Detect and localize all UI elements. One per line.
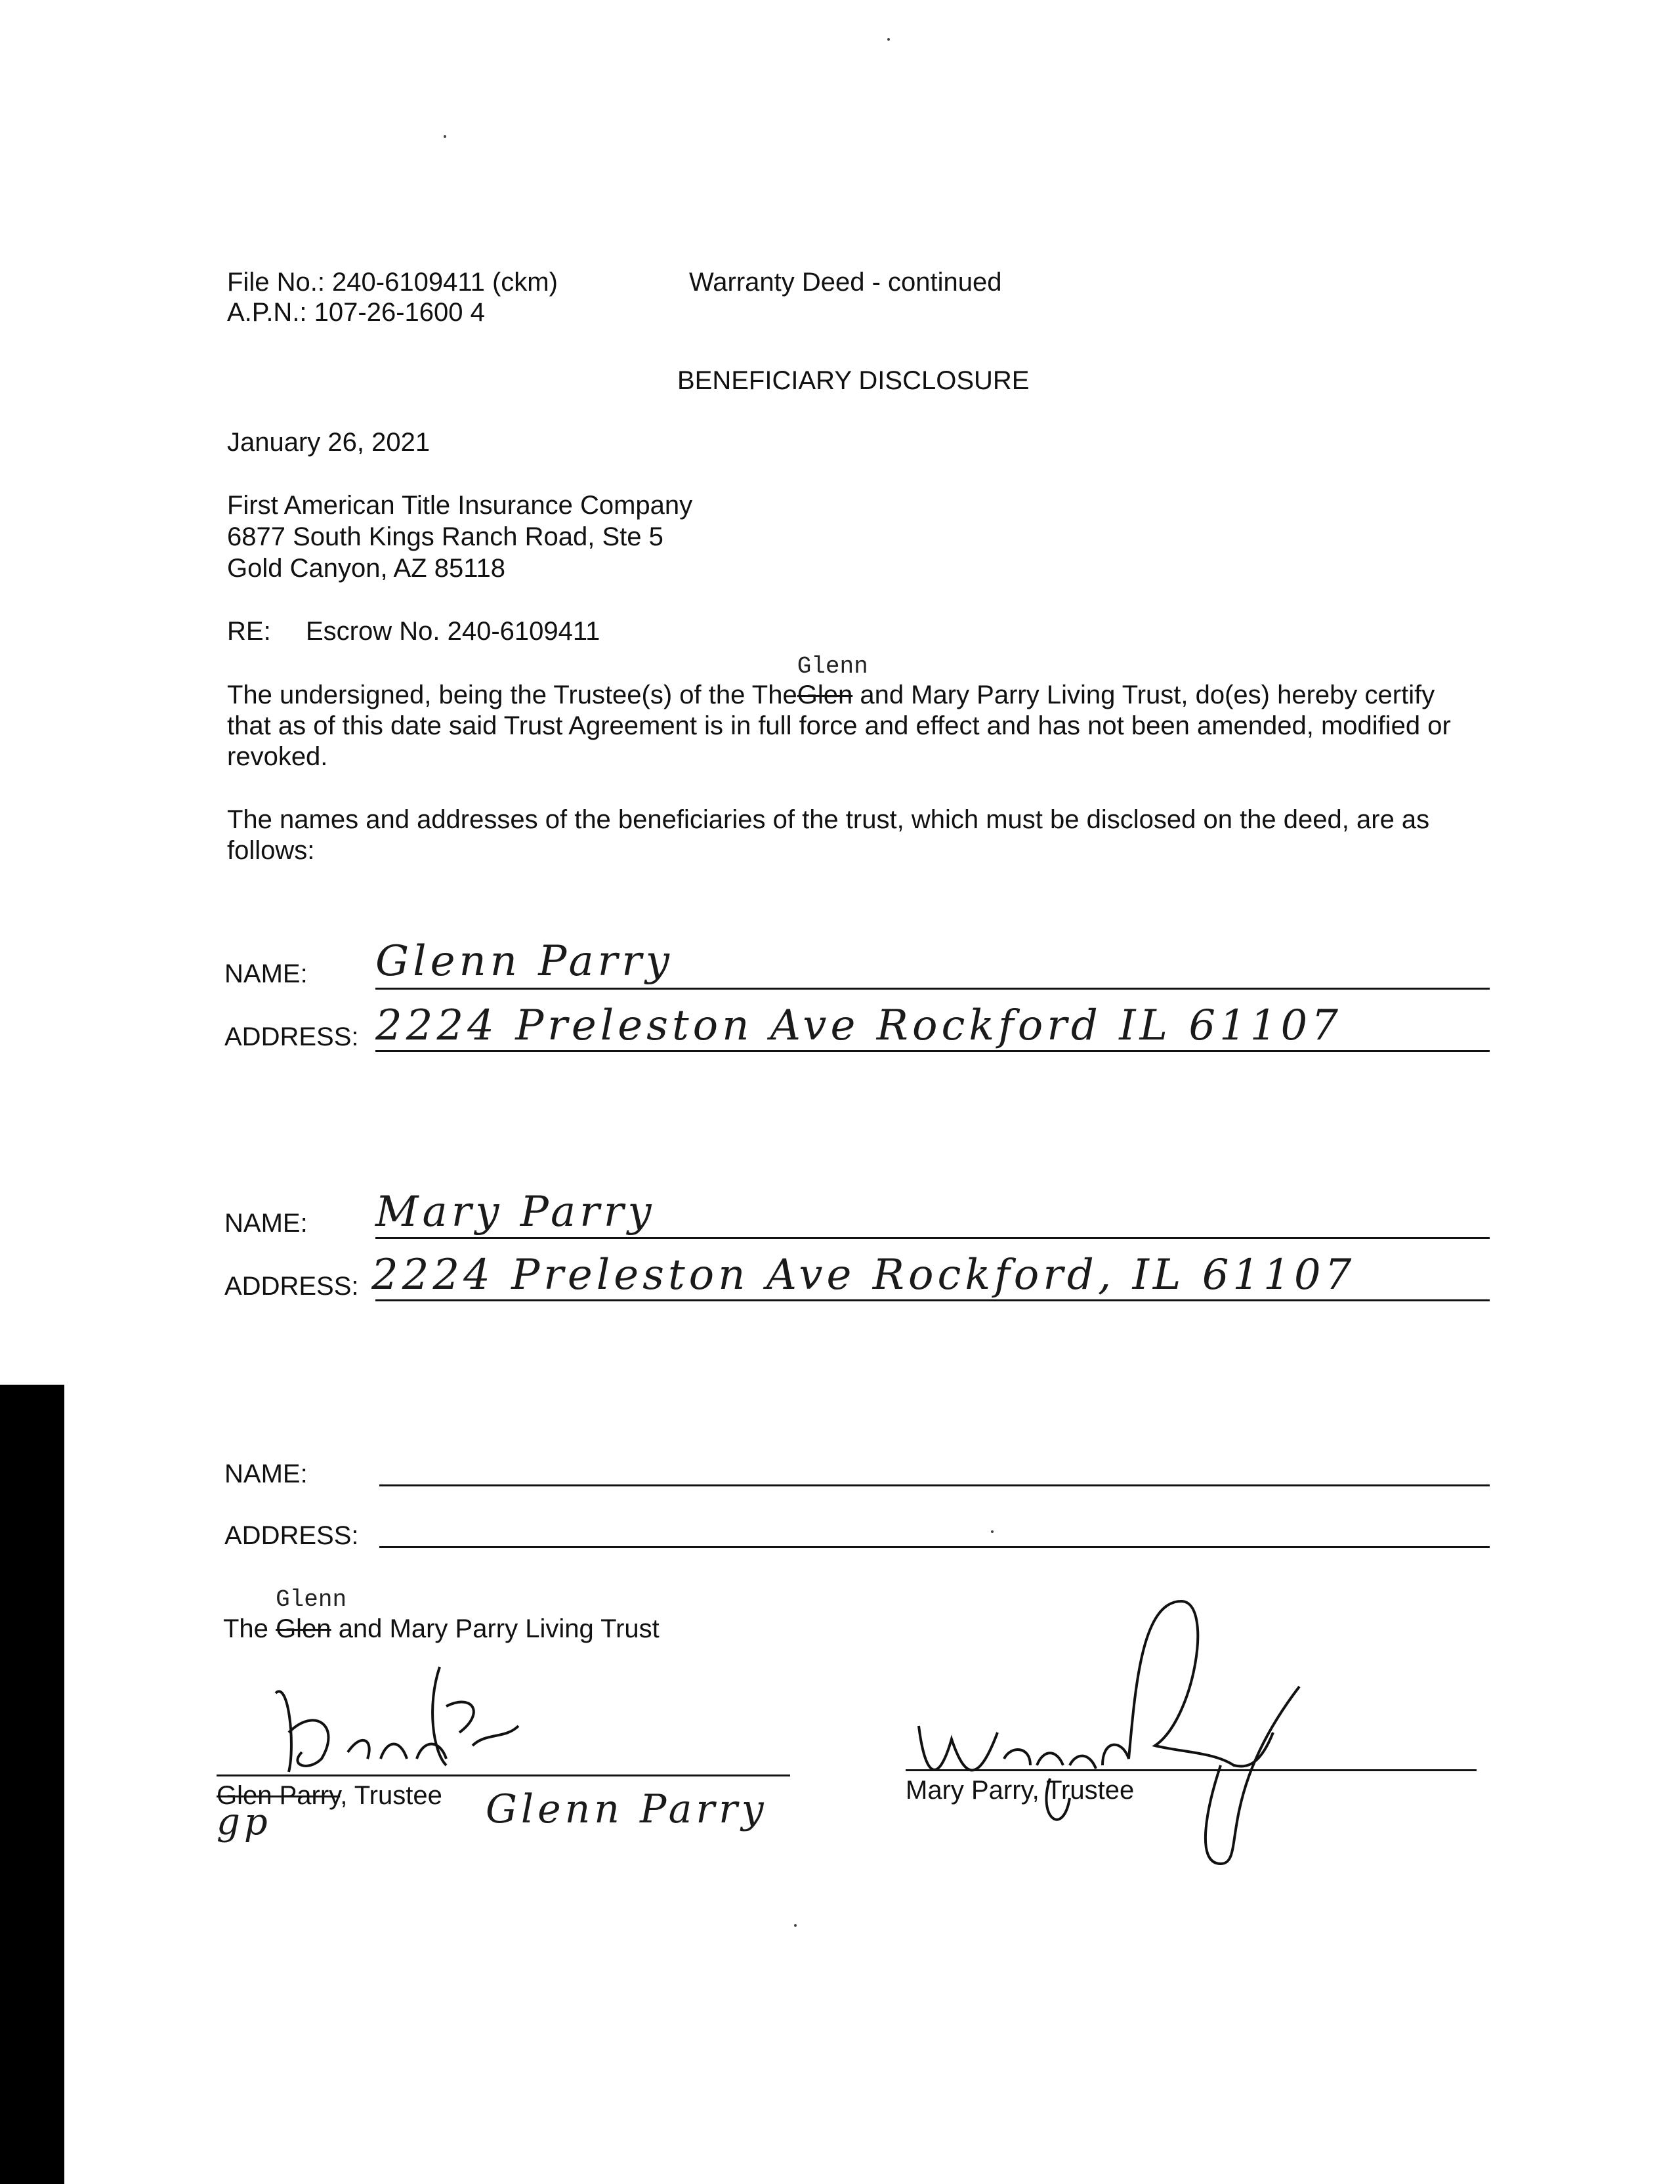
disclosure-intro: The names and addresses of the beneficiaries of the trust, which must be disclosed on the deed, are as follows: bbox=[227, 805, 1430, 865]
scan-edge-artifact bbox=[0, 1385, 64, 2184]
struck-name: Glen bbox=[797, 681, 853, 709]
left-initials: gp bbox=[217, 1801, 272, 1843]
re-label: RE: bbox=[227, 617, 271, 646]
trust-inserted-name: Glenn bbox=[276, 1586, 347, 1613]
page-heading: BENEFICIARY DISCLOSURE bbox=[677, 366, 1030, 395]
beneficiary-1-address-label: ADDRESS: bbox=[224, 1022, 359, 1051]
name-correction bbox=[797, 653, 868, 711]
document-title: Warranty Deed - continued bbox=[689, 268, 1002, 297]
left-trustee-role: , Trustee bbox=[340, 1781, 442, 1810]
beneficiary-3-name-line bbox=[379, 1484, 1490, 1486]
beneficiary-1-address-value: 2224 Preleston Ave Rockford IL 61107 bbox=[375, 1001, 1342, 1050]
beneficiary-1-name-line bbox=[375, 988, 1490, 990]
beneficiary-2-address-value: 2224 Preleston Ave Rockford, IL 61107 bbox=[371, 1251, 1356, 1299]
trust-name-line bbox=[223, 1586, 660, 1645]
struck-trustee-name: Glen Parry bbox=[217, 1781, 341, 1810]
certification-paragraph bbox=[227, 653, 1461, 772]
trust-name-after: and Mary Parry Living Trust bbox=[338, 1614, 660, 1643]
beneficiary-2-name-line bbox=[375, 1237, 1490, 1239]
scan-speck bbox=[887, 38, 890, 41]
file-number: File No.: 240-6109411 (ckm) bbox=[227, 268, 558, 297]
recipient-street: 6877 South Kings Ranch Road, Ste 5 bbox=[227, 522, 663, 551]
glenn-parry-signature bbox=[249, 1667, 525, 1778]
scan-speck bbox=[794, 1924, 797, 1927]
inserted-name: Glenn bbox=[797, 653, 868, 680]
beneficiary-2-address-line bbox=[375, 1299, 1490, 1301]
beneficiary-2-address-label: ADDRESS: bbox=[224, 1272, 359, 1301]
beneficiary-1-name-label: NAME: bbox=[224, 959, 308, 988]
beneficiary-3-name-label: NAME: bbox=[224, 1460, 308, 1488]
mary-parry-signature bbox=[906, 1588, 1312, 1877]
certification-text-after: and Mary Parry Living Trust, do(es) hereby certify that as of this date said Trust Agreement is in full force and effect and has not been amended, modified or revoked. bbox=[227, 681, 1451, 771]
beneficiary-2-name-label: NAME: bbox=[224, 1209, 308, 1238]
recipient-city: Gold Canyon, AZ 85118 bbox=[227, 554, 505, 583]
left-printed-name: Glenn Parry bbox=[486, 1786, 768, 1832]
recipient-company: First American Title Insurance Company bbox=[227, 491, 693, 520]
trust-struck-name: Glen bbox=[276, 1614, 331, 1643]
trust-name-before: The bbox=[223, 1614, 268, 1643]
beneficiary-1-address-line bbox=[375, 1050, 1490, 1052]
letter-date: January 26, 2021 bbox=[227, 428, 430, 457]
trust-name-correction bbox=[276, 1586, 347, 1645]
scan-speck bbox=[444, 135, 446, 138]
beneficiary-3-address-line bbox=[379, 1546, 1490, 1548]
beneficiary-2-name-value: Mary Parry bbox=[375, 1188, 656, 1236]
apn-number: A.P.N.: 107-26-1600 4 bbox=[227, 298, 485, 327]
beneficiary-1-name-value: Glenn Parry bbox=[375, 937, 673, 986]
scan-speck bbox=[991, 1530, 994, 1533]
beneficiary-3-address-label: ADDRESS: bbox=[224, 1521, 359, 1550]
right-signature-caption: Mary Parry, Trustee bbox=[906, 1776, 1135, 1805]
escrow-number: Escrow No. 240-6109411 bbox=[306, 617, 600, 646]
certification-text-before: The undersigned, being the Trustee(s) of the The bbox=[227, 681, 797, 709]
